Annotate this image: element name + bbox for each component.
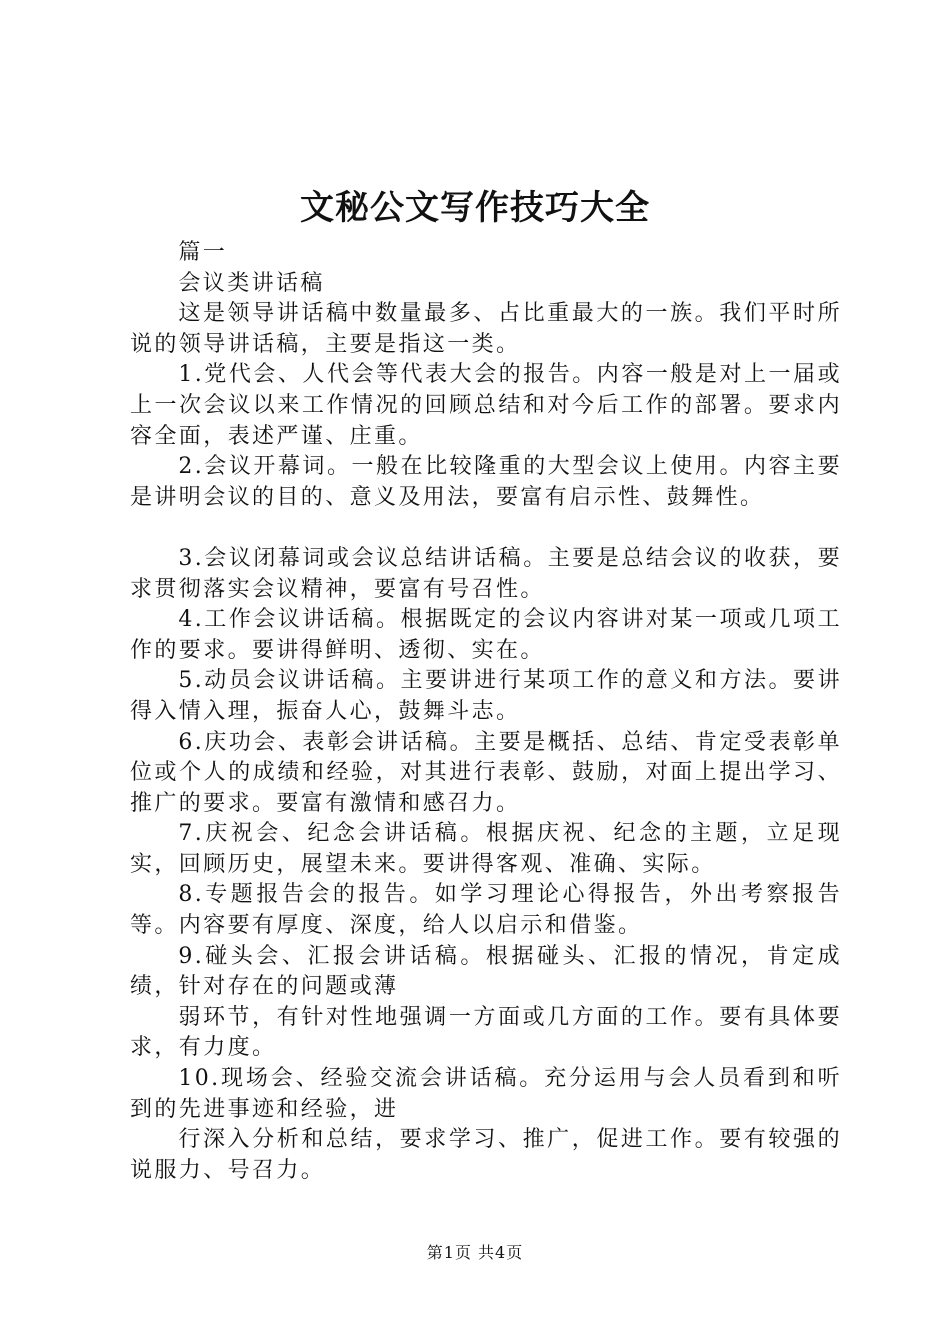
paragraph: 3.会议闭幕词或会议总结讲话稿。主要是总结会议的收获，要求贯彻落实会议精神，要富有号召性。 — [130, 545, 842, 602]
paragraph: 6.庆功会、表彰会讲话稿。主要是概括、总结、肯定受表彰单位或个人的成绩和经验，对其进行表彰、鼓励，对面上提出学习、推广的要求。要富有激情和感召力。 — [130, 729, 842, 816]
document-title: 文秘公文写作技巧大全 — [300, 188, 650, 228]
paragraph: 行深入分析和总结，要求学习、推广，促进工作。要有较强的说服力、号召力。 — [130, 1127, 842, 1183]
paragraph: 弱环节，有针对性地强调一方面或几方面的工作。要有具体要求，有力度。 — [130, 1004, 842, 1061]
paragraph: 2.会议开幕词。一般在比较隆重的大型会议上使用。内容主要是讲明会议的目的、意义及用法，要富有启示性、鼓舞性。 — [130, 454, 842, 510]
blank-line — [130, 513, 842, 544]
paragraph: 7.庆祝会、纪念会讲话稿。根据庆祝、纪念的主题，立足现实，回顾历史，展望未来。要讲得客观、准确、实际。 — [130, 821, 842, 877]
paragraph: 9.碰头会、汇报会讲话稿。根据碰头、汇报的情况，肯定成绩，针对存在的问题或薄 — [130, 943, 842, 1000]
paragraph: 10.现场会、经验交流会讲话稿。充分运用与会人员看到和听到的先进事迹和经验，进 — [130, 1066, 842, 1122]
document-body — [130, 238, 842, 1186]
section-label: 篇一 — [178, 240, 228, 265]
paragraph: 1.党代会、人代会等代表大会的报告。内容一般是对上一届或上一次会议以来工作情况的回顾总结和对今后工作的部署。要求内容全面，表述严谨、庄重。 — [130, 362, 842, 449]
paragraph: 这是领导讲话稿中数量最多、占比重最大的一族。我们平时所说的领导讲话稿，主要是指这一类。 — [130, 301, 842, 357]
section-heading: 会议类讲话稿 — [178, 270, 325, 296]
page-footer: 第1页 共4页 — [426, 1243, 524, 1262]
paragraph: 5.动员会议讲话稿。主要讲进行某项工作的意义和方法。要讲得入情入理，振奋人心，鼓舞斗志。 — [130, 668, 842, 724]
paragraph: 4.工作会议讲话稿。根据既定的会议内容讲对某一项或几项工作的要求。要讲得鲜明、透彻、实在。 — [130, 607, 842, 663]
paragraph: 8.专题报告会的报告。如学习理论心得报告，外出考察报告等。内容要有厚度、深度，给人以启示和借鉴。 — [130, 882, 842, 939]
